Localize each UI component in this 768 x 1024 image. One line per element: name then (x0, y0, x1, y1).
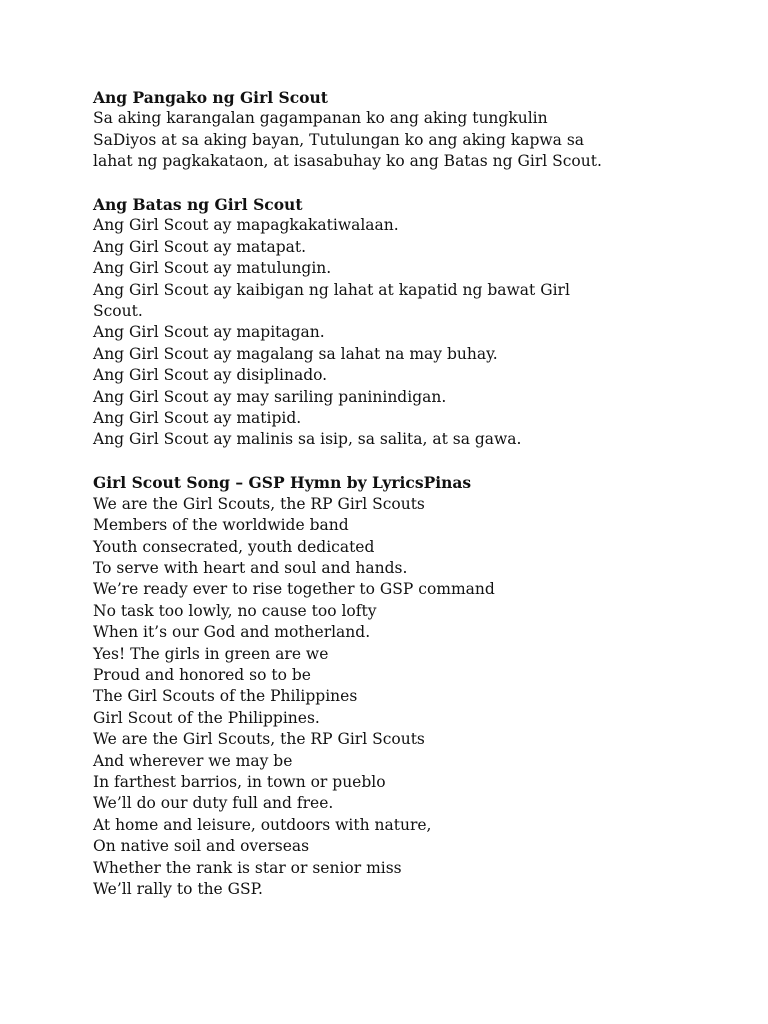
pledge-title: Ang Pangako ng Girl Scout (93, 88, 328, 107)
pledge-section (93, 87, 733, 173)
song-line: We’ll rally to the GSP. (93, 880, 263, 898)
law-line: Ang Girl Scout ay matulungin. (93, 259, 332, 278)
song-line: We are the Girl Scouts, the RP Girl Scouts (93, 730, 425, 749)
law-title: Ang Batas ng Girl Scout (93, 195, 303, 215)
song-line: When it’s our God and motherland. (93, 623, 371, 642)
law-line: Ang Girl Scout ay matapat. (93, 237, 307, 256)
law-line: Ang Girl Scout ay mapitagan. (93, 323, 325, 342)
law-line: Scout. (93, 302, 143, 321)
song-line: In farthest barrios, in town or pueblo (93, 772, 386, 791)
law-line: Ang Girl Scout ay matipid. (93, 409, 302, 428)
song-line: We are the Girl Scouts, the RP Girl Scouts (93, 494, 425, 513)
song-line: On native soil and overseas (93, 837, 310, 856)
pledge-line: Sa aking karangalan gagampanan ko ang aking tungkulin (93, 109, 548, 128)
song-line: To serve with heart and soul and hands. (93, 558, 408, 577)
song-line: At home and leisure, outdoors with nature, (93, 815, 432, 834)
law-line: Ang Girl Scout ay kaibigan ng lahat at kapatid ng bawat Girl (93, 280, 570, 299)
document-page (93, 87, 733, 922)
song-line: We’ll do our duty full and free. (93, 794, 334, 813)
law-line: Ang Girl Scout ay may sariling paninindigan. (93, 387, 447, 406)
song-line: Girl Scout of the Philippines. (93, 708, 320, 727)
song-line: Whether the rank is star or senior miss (93, 858, 402, 877)
song-line: No task too lowly, no cause too lofty (93, 601, 377, 620)
law-line: Ang Girl Scout ay malinis sa isip, sa salita, at sa gawa. (93, 430, 522, 449)
song-line: Youth consecrated, youth dedicated (93, 537, 375, 556)
song-line: We’re ready ever to rise together to GSP command (93, 580, 495, 599)
law-section (93, 194, 733, 451)
song-line: Yes! The girls in green are we (93, 644, 329, 663)
song-line: The Girl Scouts of the Philippines (93, 687, 358, 706)
law-line: Ang Girl Scout ay disiplinado. (93, 366, 328, 385)
law-line: Ang Girl Scout ay mapagkakatiwalaan. (93, 216, 399, 235)
song-section (93, 472, 733, 900)
law-line: Ang Girl Scout ay magalang sa lahat na may buhay. (93, 344, 498, 363)
song-line: And wherever we may be (93, 751, 293, 770)
song-title: Girl Scout Song – GSP Hymn by LyricsPinas (93, 473, 472, 493)
song-line: Proud and honored so to be (93, 665, 311, 684)
pledge-line: SaDiyos at sa aking bayan, Tutulungan ko ang aking kapwa sa (93, 130, 585, 149)
song-line: Members of the worldwide band (93, 516, 349, 535)
pledge-line: lahat ng pagkakataon, at isasabuhay ko ang Batas ng Girl Scout. (93, 152, 602, 171)
